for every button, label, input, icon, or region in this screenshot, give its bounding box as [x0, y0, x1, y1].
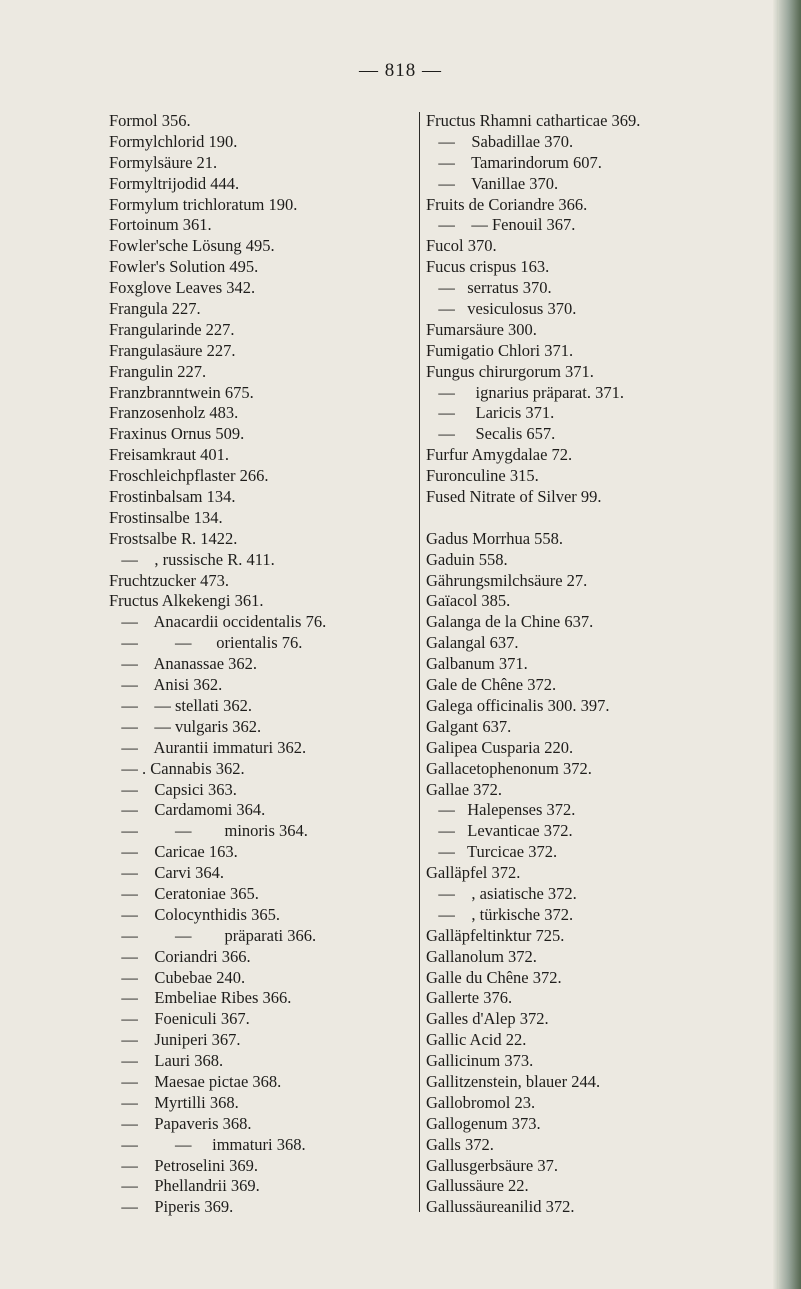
index-entry: — Anisi 362.	[109, 675, 223, 695]
index-entry: — Capsici 363.	[109, 779, 237, 799]
index-entry: — Carvi 364.	[109, 863, 225, 883]
index-entry: Fowler'sche Lösung 495.	[109, 236, 275, 256]
index-entry: Formylchlorid 190.	[109, 131, 238, 151]
index-entry: — Myrtilli 368.	[109, 1092, 239, 1112]
index-entry: Franzbranntwein 675.	[109, 382, 254, 402]
index-column-right	[426, 111, 771, 1218]
index-entry: — Turcicae 372.	[426, 842, 558, 862]
index-entry: Frostinbalsam 134.	[109, 487, 236, 507]
index-entry: Furfur Amygdalae 72.	[426, 445, 573, 465]
index-entry: Fucol 370.	[426, 236, 497, 256]
index-entry: — — stellati 362.	[109, 695, 252, 715]
index-entry: — Laricis 371.	[426, 403, 555, 423]
index-entry: — Cardamomi 364.	[109, 800, 266, 820]
index-entry: Foxglove Leaves 342.	[109, 278, 256, 298]
index-entry: Freisamkraut 401.	[109, 445, 230, 465]
index-entry: — — vulgaris 362.	[109, 716, 262, 736]
index-entry: Gährungsmilchsäure 27.	[426, 570, 588, 590]
index-entry: Galläpfel 372.	[426, 863, 521, 883]
index-entry: — ignarius präparat. 371.	[426, 382, 624, 402]
index-entry: — Levanticae 372.	[426, 821, 573, 841]
index-entry: Furonculine 315.	[426, 466, 539, 486]
index-entry: Galläpfeltinktur 725.	[426, 925, 565, 945]
index-entry: Gallanolum 372.	[426, 946, 537, 966]
index-entry: Gallussäureanilid 372.	[426, 1197, 575, 1217]
index-entry: — , türkische 372.	[426, 904, 574, 924]
index-entry: Galipea Cusparia 220.	[426, 737, 574, 757]
index-entry: — Colocynthidis 365.	[109, 904, 280, 924]
index-entry: Galega officinalis 300. 397.	[426, 695, 610, 715]
index-entry: Gallitzenstein, blauer 244.	[426, 1071, 601, 1091]
column-divider	[419, 112, 420, 1212]
index-entry: — , russische R. 411.	[109, 549, 275, 569]
index-entry: Fumarsäure 300.	[426, 319, 537, 339]
index-entry: — Tamarindorum 607.	[426, 152, 602, 172]
index-entry: Frostsalbe R. 1422.	[109, 528, 238, 548]
index-entry: Fumigatio Chlori 371.	[426, 340, 574, 360]
index-entry: Fructus Rhamni catharticae 369.	[426, 111, 641, 130]
index-entry: — — immaturi 368.	[109, 1134, 306, 1154]
index-entry: — Maesae pictae 368.	[109, 1071, 282, 1091]
index-entry: Gallerte 376.	[426, 988, 513, 1008]
index-entry: Formylsäure 21.	[109, 152, 218, 172]
index-entry: Gallobromol 23.	[426, 1092, 536, 1112]
index-entry: Formol 356.	[109, 111, 191, 130]
index-entry: Gallicinum 373.	[426, 1051, 534, 1071]
index-entry: — Vanillae 370.	[426, 173, 559, 193]
index-entry: — , asiatische 372.	[426, 883, 577, 903]
page-edge-line	[777, 0, 779, 1289]
index-entry: Gaïacol 385.	[426, 591, 511, 611]
index-entry: — vesiculosus 370.	[426, 299, 577, 319]
index-entry: Formylum trichloratum 190.	[109, 194, 298, 214]
index-entry: — — orientalis 76.	[109, 633, 303, 653]
index-entry: — serratus 370.	[426, 278, 552, 298]
index-entry: — . Cannabis 362.	[109, 758, 245, 778]
index-entry: Galle du Chêne 372.	[426, 967, 562, 987]
index-entry: — Embeliae Ribes 366.	[109, 988, 292, 1008]
index-entry: Gale de Chêne 372.	[426, 675, 557, 695]
index-entry: Froschleichpflaster 266.	[109, 466, 269, 486]
index-entry: Gadus Morrhua 558.	[426, 528, 564, 548]
index-entry: Gallic Acid 22.	[426, 1030, 527, 1050]
index-entry: — Ceratoniae 365.	[109, 883, 259, 903]
index-entry: — Coriandri 366.	[109, 946, 251, 966]
index-entry: Frostinsalbe 134.	[109, 507, 223, 527]
index-entry: Galles d'Alep 372.	[426, 1009, 549, 1029]
index-entry: Fortoinum 361.	[109, 215, 212, 235]
index-entry: Gallussäure 22.	[426, 1176, 529, 1196]
index-entry: Fraxinus Ornus 509.	[109, 424, 245, 444]
index-entry: Fruits de Coriandre 366.	[426, 194, 588, 214]
index-entry: — Anacardii occidentalis 76.	[109, 612, 327, 632]
index-entry: — Caricae 163.	[109, 842, 238, 862]
index-entry: Galangal 637.	[426, 633, 519, 653]
index-entry: — Ananassae 362.	[109, 654, 258, 674]
index-column-left	[109, 111, 424, 1218]
index-entry: — Halepenses 372.	[426, 800, 576, 820]
index-entry: Galbanum 371.	[426, 654, 528, 674]
index-entry: Galanga de la Chine 637.	[426, 612, 594, 632]
index-entry: Galls 372.	[426, 1134, 494, 1154]
index-entry: Frangulasäure 227.	[109, 340, 236, 360]
index-entry: Formyltrijodid 444.	[109, 173, 240, 193]
index-entry: Franzosenholz 483.	[109, 403, 239, 423]
index-entry: Gallae 372.	[426, 779, 503, 799]
index-entry: Galgant 637.	[426, 716, 512, 736]
index-entry: — Lauri 368.	[109, 1051, 224, 1071]
index-entry: Frangula 227.	[109, 299, 201, 319]
index-entry: — Petroselini 369.	[109, 1155, 258, 1175]
index-entry: — — präparati 366.	[109, 925, 317, 945]
index-entry: Fruchtzucker 473.	[109, 570, 230, 590]
page-number: — 818 —	[359, 60, 442, 81]
index-entry: Fucus crispus 163.	[426, 257, 550, 277]
index-entry: Fructus Alkekengi 361.	[109, 591, 264, 611]
index-entry: — Phellandrii 369.	[109, 1176, 260, 1196]
index-entry: Frangulin 227.	[109, 361, 207, 381]
index-entry: — Secalis 657.	[426, 424, 556, 444]
index-entry: — — Fenouil 367.	[426, 215, 576, 235]
index-entry: Frangularinde 227.	[109, 319, 235, 339]
index-entry: Fused Nitrate of Silver 99.	[426, 487, 602, 507]
index-entry: Fungus chirurgorum 371.	[426, 361, 594, 381]
index-entry: — Cubebae 240.	[109, 967, 246, 987]
section-gap	[426, 508, 771, 529]
index-entry: — — minoris 364.	[109, 821, 308, 841]
index-entry: — Juniperi 367.	[109, 1030, 241, 1050]
index-entry: Gallogenum 373.	[426, 1113, 541, 1133]
index-entry: Fowler's Solution 495.	[109, 257, 259, 277]
index-entry: — Piperis 369.	[109, 1197, 234, 1217]
index-entry: — Aurantii immaturi 362.	[109, 737, 307, 757]
index-entry: Gallacetophenonum 372.	[426, 758, 592, 778]
index-entry: Gaduin 558.	[426, 549, 508, 569]
index-entry: — Foeniculi 367.	[109, 1009, 250, 1029]
index-entry: — Sabadillae 370.	[426, 131, 574, 151]
index-entry: — Papaveris 368.	[109, 1113, 252, 1133]
index-entry: Gallusgerbsäure 37.	[426, 1155, 558, 1175]
